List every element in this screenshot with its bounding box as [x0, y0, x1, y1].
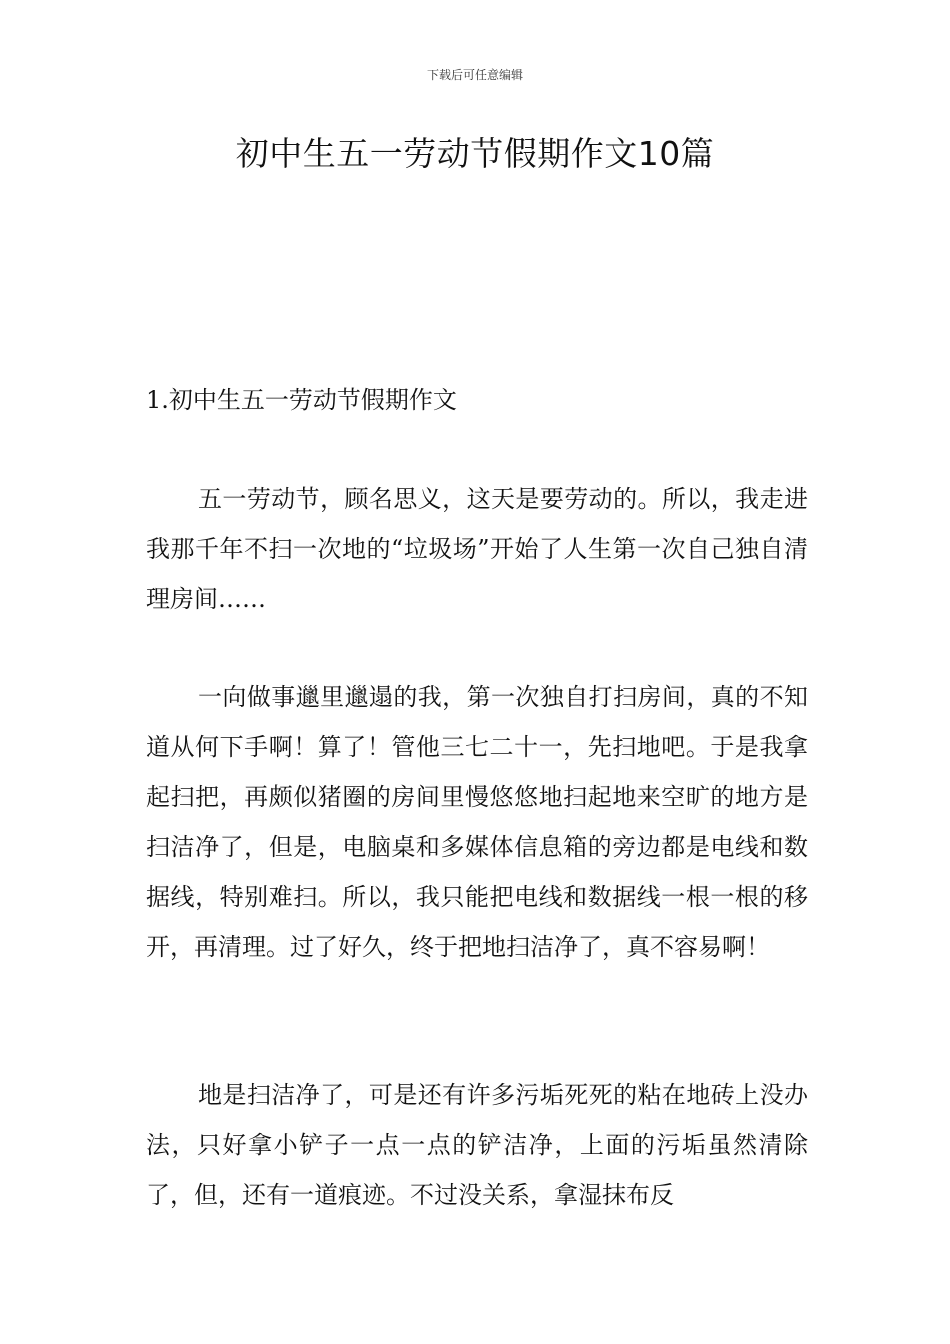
section-heading: 1.初中生五一劳动节假期作文: [146, 386, 457, 414]
paragraph-block-1: [146, 474, 808, 624]
header-note: 下载后可任意编辑: [426, 68, 523, 82]
paragraph-block-2: [146, 672, 808, 972]
document-title: 初中生五一劳动节假期作文10篇: [235, 134, 715, 173]
paragraph-1: 五一劳动节，顾名思义，这天是要劳动的。所以，我走进我那千年不扫一次地的“垃圾场”开始了人生第一次自己独自清理房间……: [146, 485, 808, 613]
paragraph-block-3: [146, 1070, 808, 1220]
paragraph-3: 地是扫洁净了，可是还有许多污垢死死的粘在地砖上没办法，只好拿小铲子一点一点的铲洁净，上面的污垢虽然清除了，但，还有一道痕迹。不过没关系，拿湿抹布反: [146, 1081, 808, 1209]
paragraph-2: 一向做事邋里邋遢的我，第一次独自打扫房间，真的不知道从何下手啊！算了！管他三七二十一，先扫地吧。于是我拿起扫把，再颇似猪圈的房间里慢悠悠地扫起地来空旷的地方是扫洁净了，但是，电脑桌和多媒体信息箱的旁边都是电线和数据线，特别难扫。所以，我只能把电线和数据线一根一根的移开，再清理。过了好久，终于把地扫洁净了，真不容易啊！: [146, 683, 808, 961]
